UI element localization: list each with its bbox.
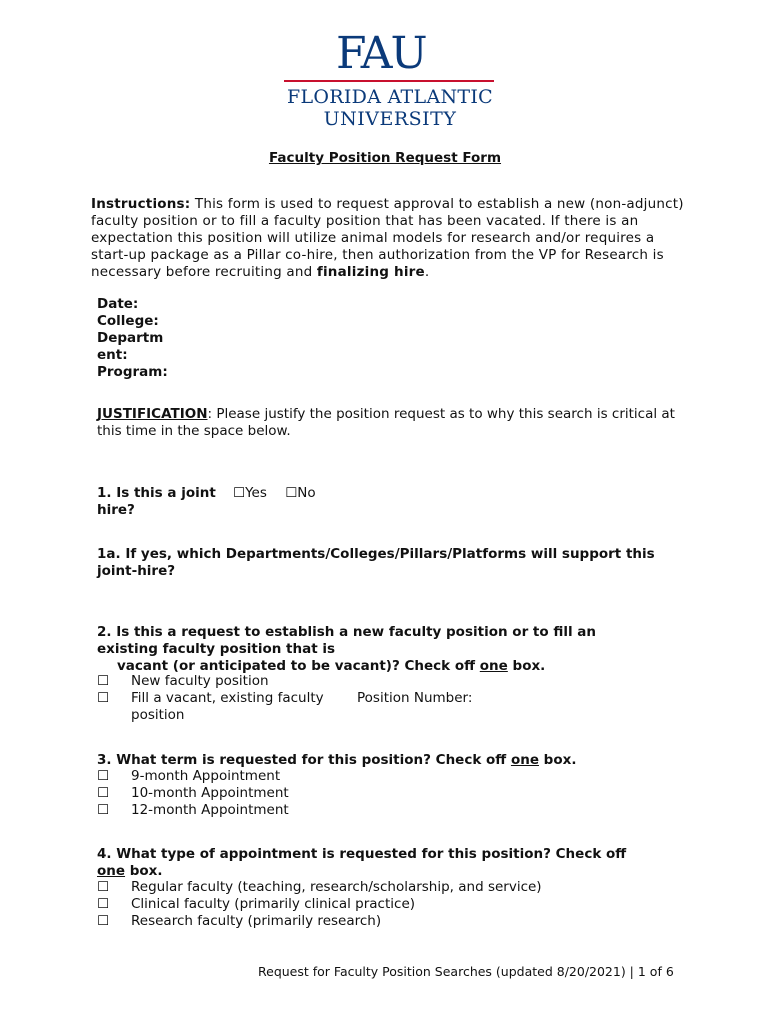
instructions-bold-end: finalizing hire bbox=[316, 264, 425, 280]
q1-options bbox=[233, 485, 330, 502]
position-number-label: Position Number: bbox=[357, 690, 473, 706]
department-label-1: Departm bbox=[97, 330, 164, 346]
q3-one: one bbox=[510, 752, 539, 768]
q2-option-new: New faculty position bbox=[131, 673, 269, 689]
q1-yes-checkbox[interactable]: ☐Yes bbox=[233, 485, 267, 501]
q4-checkbox-clinical[interactable]: ☐ bbox=[97, 896, 110, 912]
date-label: Date: bbox=[97, 296, 139, 312]
instructions-label: Instructions: bbox=[91, 196, 191, 212]
q2-checkbox-vacant[interactable]: ☐ bbox=[97, 690, 110, 706]
q4-post: box. bbox=[125, 863, 163, 879]
instructions-end: . bbox=[424, 264, 430, 280]
q1a-question: 1a. If yes, which Departments/Colleges/Pillars/Platforms will support this joint-hire? bbox=[97, 546, 655, 579]
q4-option-regular: Regular faculty (teaching, research/scholarship, and service) bbox=[131, 879, 542, 895]
q3-checkbox-10[interactable]: ☐ bbox=[97, 785, 110, 801]
q3-checkbox-9[interactable]: ☐ bbox=[97, 768, 110, 784]
q2-checkbox-new[interactable]: ☐ bbox=[97, 673, 110, 689]
instructions-text: This form is used to request approval to establish a new (non-adjunct) faculty position or to fill a faculty position that has been vacated. If there is an expectation this position will utilize animal models for research and/or requires a start-up package as a Pillar co-hire, then authorization from the VP for Research is necessary before recruiting and bbox=[91, 196, 684, 280]
q3-option-10: 10-month Appointment bbox=[131, 785, 289, 801]
q2-line-2-pre: vacant (or anticipated to be vacant)? Check off bbox=[117, 658, 480, 674]
department-label-2: ent: bbox=[97, 347, 128, 363]
q2-option-vacant: Fill a vacant, existing faculty position bbox=[131, 690, 324, 723]
q4-checkbox-research[interactable]: ☐ bbox=[97, 913, 110, 929]
instructions bbox=[91, 196, 686, 281]
program-label: Program: bbox=[97, 364, 168, 380]
logo-line-1: FLORIDA ATLANTIC bbox=[286, 86, 494, 108]
q4-one: one bbox=[97, 863, 126, 879]
q3-option-9: 9-month Appointment bbox=[131, 768, 281, 784]
q4-checkbox-regular[interactable]: ☐ bbox=[97, 879, 110, 895]
justification-label: JUSTIFICATION bbox=[97, 406, 208, 422]
q3-question bbox=[97, 752, 576, 769]
page-footer: Request for Faculty Position Searches (updated 8/20/2021) | 1 of 6 bbox=[258, 964, 674, 979]
q2-question bbox=[97, 624, 657, 675]
logo-mark: FAU bbox=[336, 28, 426, 79]
q3-option-12: 12-month Appointment bbox=[131, 802, 289, 818]
q1-no-checkbox[interactable]: ☐No bbox=[285, 485, 316, 501]
form-title: Faculty Position Request Form bbox=[268, 150, 502, 166]
q2-line-2-post: box. bbox=[507, 658, 546, 674]
fau-logo bbox=[284, 30, 496, 130]
q4-option-clinical: Clinical faculty (primarily clinical practice) bbox=[131, 896, 416, 912]
q2-line-1: 2. Is this a request to establish a new faculty position or to fill an existing faculty position that is bbox=[97, 624, 597, 657]
q3-post: box. bbox=[538, 752, 577, 768]
q4-question bbox=[97, 846, 657, 880]
justification bbox=[97, 406, 677, 440]
logo-line-2: UNIVERSITY bbox=[323, 108, 457, 130]
q4-option-research: Research faculty (primarily research) bbox=[131, 913, 382, 929]
q2-one: one bbox=[479, 658, 508, 674]
college-label: College: bbox=[97, 313, 159, 329]
justification-text: : Please justify the position request as to why this search is critical at this time in the space below. bbox=[97, 406, 675, 439]
q3-pre: 3. What term is requested for this position? Check off bbox=[97, 752, 511, 768]
q1-question: 1. Is this a joint hire? bbox=[97, 485, 216, 518]
q4-pre: 4. What type of appointment is requested for this position? Check off bbox=[97, 846, 627, 862]
q3-checkbox-12[interactable]: ☐ bbox=[97, 802, 110, 818]
logo-rule bbox=[284, 80, 494, 82]
header-fields bbox=[97, 296, 168, 381]
